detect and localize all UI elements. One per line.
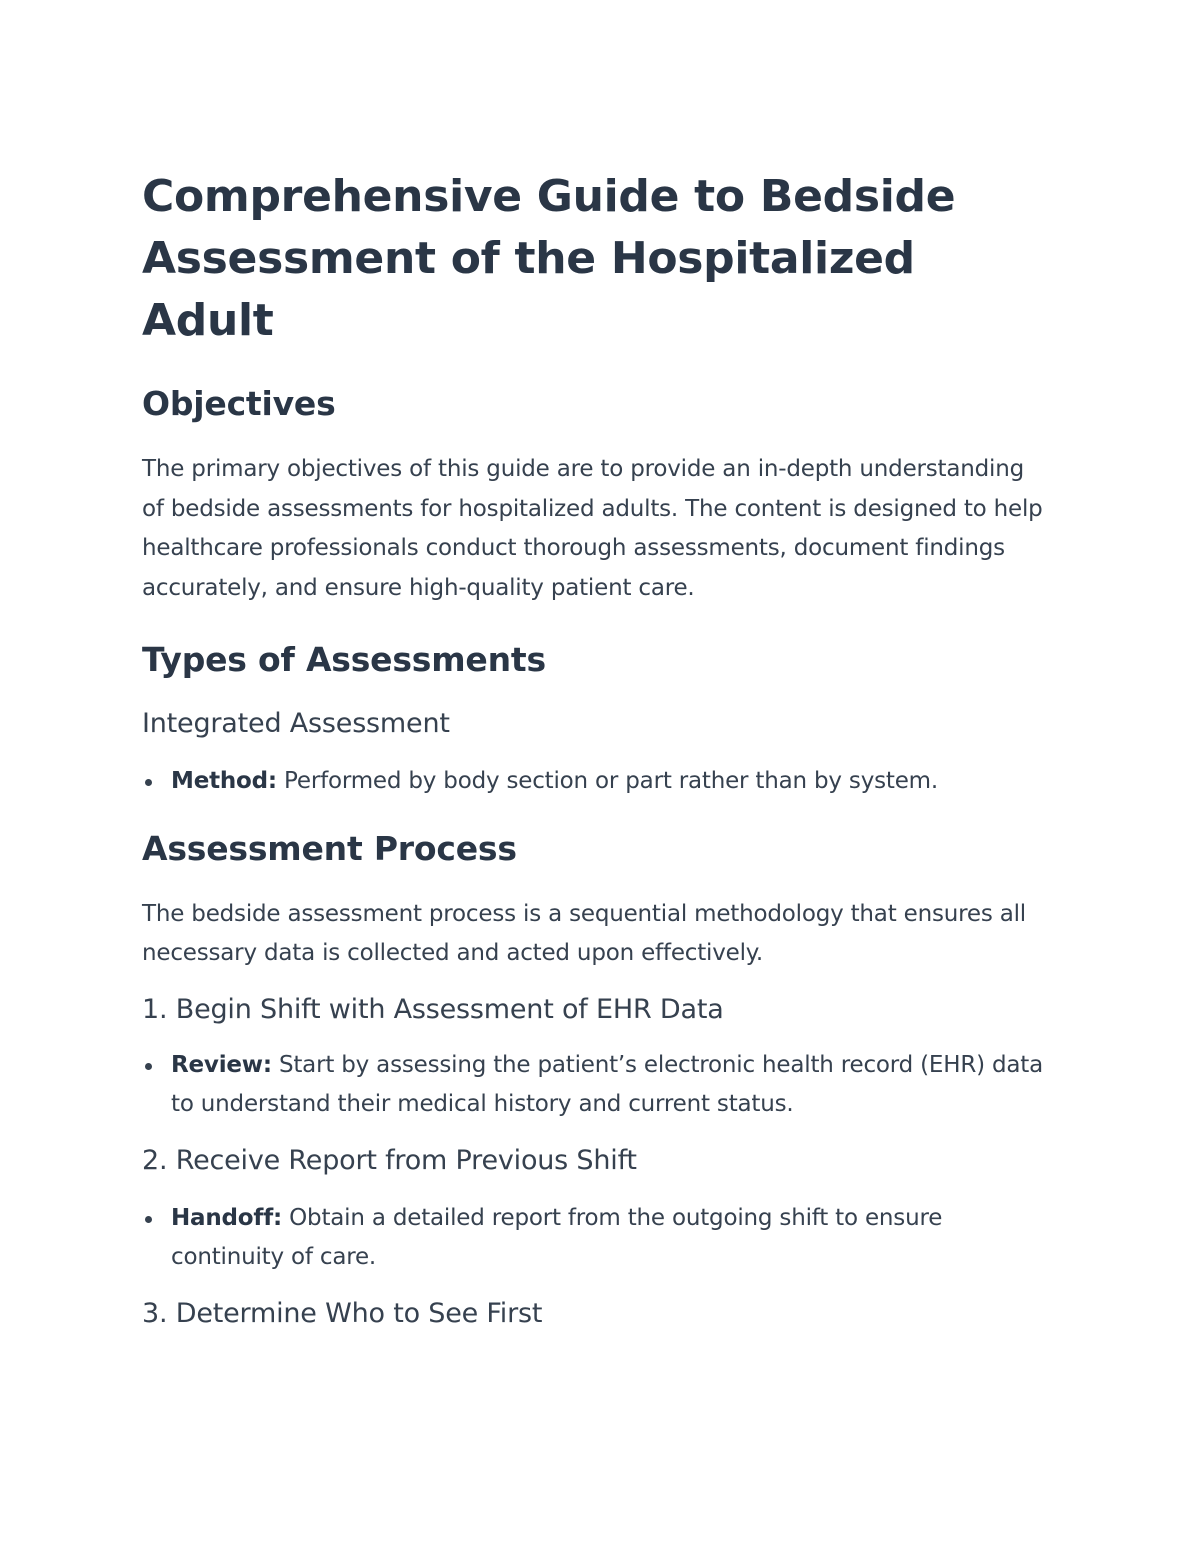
step-2-list	[142, 1199, 1050, 1278]
bullet-text: Performed by body section or part rather than by system.	[276, 768, 938, 794]
bullet-text: Start by assessing the patient’s electronic health record (EHR) data to understand their medical history and current status.	[171, 1051, 1044, 1117]
bullet-label: Method:	[171, 768, 277, 794]
subheading-integrated-assessment: Integrated Assessment	[142, 708, 450, 739]
step-1-list	[142, 1046, 1050, 1125]
integrated-assessment-list	[142, 762, 1050, 802]
step-heading-2: 2. Receive Report from Previous Shift	[142, 1144, 637, 1176]
step-heading-3: 3. Determine Who to See First	[142, 1297, 543, 1329]
section-heading-types-of-assessments: Types of Assessments	[142, 640, 546, 679]
list-item	[171, 762, 1050, 802]
list-item	[171, 1046, 1050, 1125]
objectives-paragraph: The primary objectives of this guide are to provide an in-depth understanding of bedside assessments for hospitalized adults. The content is designed to help healthcare professionals conduct thorough assessments, document findings accurately, and ensure high-quality patient care.	[142, 456, 1043, 601]
step-heading-1: 1. Begin Shift with Assessment of EHR Data	[142, 993, 724, 1025]
section-heading-objectives: Objectives	[142, 384, 336, 423]
list-item	[171, 1199, 1050, 1278]
assessment-process-paragraph: The bedside assessment process is a sequential methodology that ensures all necessary data is collected and acted upon effectively.	[142, 900, 1026, 966]
bullet-label: Review:	[171, 1051, 272, 1078]
bullet-text: Obtain a detailed report from the outgoing shift to ensure continuity of care.	[171, 1204, 943, 1270]
section-heading-assessment-process: Assessment Process	[142, 828, 517, 868]
bullet-label: Handoff:	[171, 1204, 283, 1231]
document-title: Comprehensive Guide to Bedside Assessment of the Hospitalized Adult	[142, 171, 956, 346]
